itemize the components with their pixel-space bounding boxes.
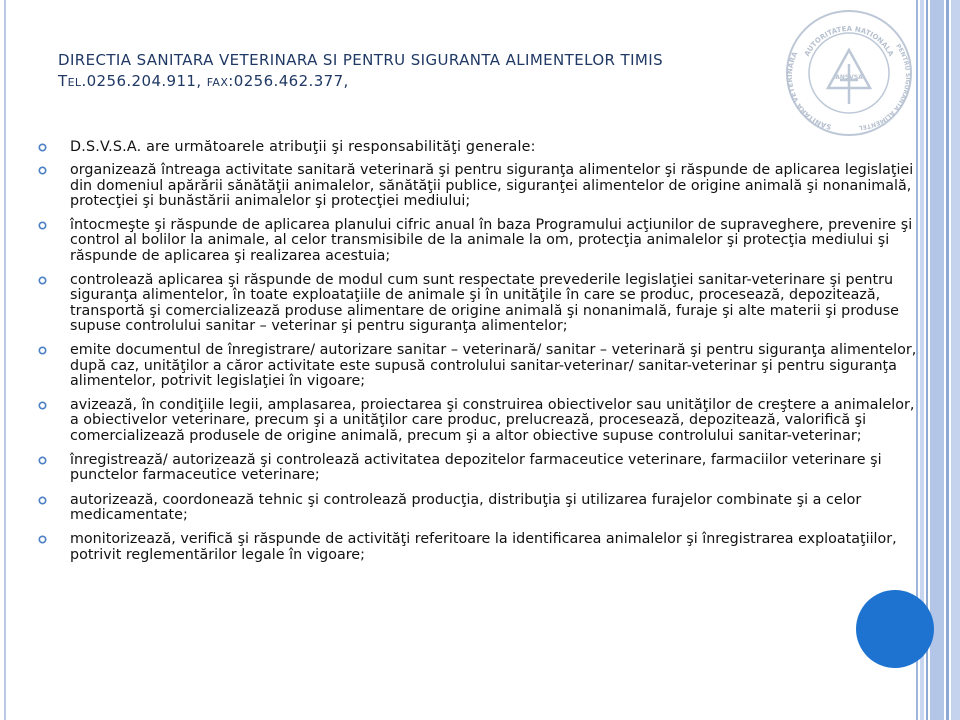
- svg-text:SANITARA VETERINARA: SANITARA VETERINARA: [785, 50, 833, 131]
- list-item-text: controlează aplicarea şi răspunde de modul cum sunt respectate prevederile legislaţiei sanitar-veterinare şi pentru siguranţa alimentelor, în toate exploataţiile de animale şi în unităţile în care se produc, procesează, depozitează, transportă şi comercializează produse alimentare de origine animală şi nonanimală, furaje şi alte materii şi produse supuse controlului sanitar – veterinar şi pentru siguranţa alimentelor;: [70, 272, 899, 334]
- bullet-icon: [38, 221, 47, 230]
- decor-bar: [930, 0, 944, 720]
- list-item: [38, 273, 926, 334]
- list-item: [38, 218, 926, 264]
- list-item-text: înregistrează/ autorizează şi controlează activitatea depozitelor farmaceutice veterinare, farmaciilor veterinare şi punctelor farmaceutice veterinare;: [70, 452, 882, 484]
- bullet-icon: [38, 401, 47, 410]
- attributions-list: [38, 140, 926, 572]
- svg-text:SI PENTRU SIGURANTA ALIMENTELO: PENTRU SIGURANTA ALIMENTEL: [858, 42, 912, 131]
- ansvsa-logo: [782, 6, 916, 140]
- bullet-icon: [38, 535, 47, 544]
- list-item: [38, 398, 926, 444]
- header-title: DIRECTIA SANITARA VETERINARA SI PENTRU SIGURANTA ALIMENTELOR TIMIS: [58, 51, 663, 69]
- bullet-icon: [38, 346, 47, 355]
- list-item-text: emite documentul de înregistrare/ autorizare sanitar – veterinară/ sanitar – veterinară şi pentru siguranţa alimentelor, după caz, unităţilor a căror activitate este supusă controlului sanitar-veterinar/ sanitar-veterinar şi pentru siguranţa alimentelor, potrivit legislaţiei în vigoare;: [70, 342, 917, 389]
- list-item-text: avizează, în condiţiile legii, amplasarea, proiectarea şi construirea obiectivelor sau unităţilor de creştere a animalelor, a obiectivelor veterinare, precum şi a unităţilor care produc, prelucrează, procesează, depozitează, valorifică şi comercializează produsele de origine animală, precum şi a altor obiective supuse controlului sanitar-veterinar;: [70, 397, 915, 444]
- svg-text:AUTORITATEA NATIONALA: AUTORITATEA NATIONALA: [802, 24, 896, 58]
- list-item-text: autorizează, coordonează tehnic şi controlează producţia, distribuţia şi utilizarea furajelor combinate şi a celor medicamentate;: [70, 491, 862, 523]
- list-item: [38, 493, 926, 524]
- blue-circle-decoration: [856, 590, 934, 668]
- bullet-icon: [38, 276, 47, 285]
- list-item-text: D.S.V.S.A. are următoarele atribuţii şi responsabilităţi generale:: [70, 139, 536, 155]
- list-item-text: organizează întreaga activitate sanitară veterinară şi pentru siguranţa alimentelor şi răspunde de aplicarea legislaţiei din domeniul apărării sănătăţii animalelor, sănătăţii publice, siguranţei alimentelor de origine animală şi nonanimală, protecţiei şi bunăstării animalelor şi protecţiei mediului;: [70, 162, 914, 209]
- list-item-text: monitorizează, verifică şi răspunde de activităţi referitoare la identificarea animalelor şi înregistrarea exploataţiilor, potrivit reglementărilor legale în vigoare;: [70, 531, 897, 563]
- left-border-line: [4, 0, 6, 720]
- list-item: [38, 453, 926, 484]
- logo-emblem-icon: [782, 6, 916, 140]
- page-header: [58, 50, 778, 92]
- svg-text:ANSVSA: ANSVSA: [835, 74, 863, 81]
- bullet-icon: [38, 496, 47, 505]
- header-contact: Tel.0256.204.911, fax:0256.462.377,: [58, 72, 349, 90]
- list-item: [38, 163, 926, 209]
- decor-bar: [946, 0, 949, 720]
- bullet-icon: [38, 456, 47, 465]
- bullet-icon: [38, 166, 47, 175]
- list-item: [38, 140, 926, 155]
- decor-bar: [951, 0, 960, 720]
- list-item-text: întocmeşte şi răspunde de aplicarea planului cifric anual în baza Programului acţiunilor de supraveghere, prevenire şi control al bolilor la animale, al celor transmisibile de la animale la om, protecţia animalelor şi protecţia mediului şi răspunde de aplicarea şi realizarea acestuia;: [70, 217, 913, 264]
- list-item: [38, 343, 926, 389]
- bullet-icon: [38, 143, 47, 152]
- list-item: [38, 532, 926, 563]
